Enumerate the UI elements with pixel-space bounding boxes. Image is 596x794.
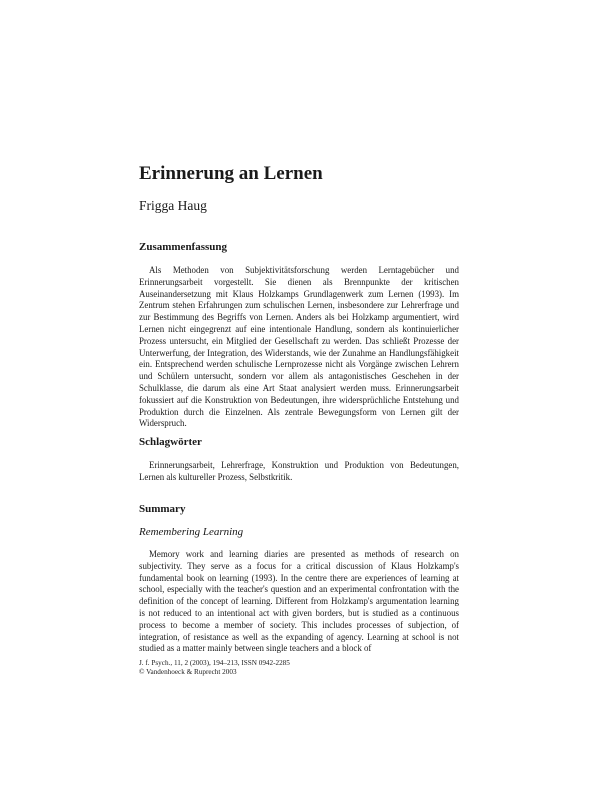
footer (139, 659, 290, 677)
summary-text: Memory work and learning diaries are presented as methods of research on subjectivity. They serve as a focus for a critical discussion of Klaus Holzkamp's fundamental book on learning (1993). In the centre there are experiences of learning at school, especially with the teacher's question and an experimental confrontation with the definition of the concept of learning. Different from Holzkamp's argumentation learning is not reduced to an intentional act with given borders, but is studied as a continuous process to become a member of society. This includes processes of subjection, of integration, of resistance as well as the expanding of agency. Learning at school is not studied as a matter mainly between single teachers and a block of (139, 549, 459, 654)
zusammenfassung-text: Als Methoden von Subjektivitätsforschung werden Lerntagebücher und Erinnerungsarbeit vorgestellt. Sie dienen als Brennpunkte der kritischen Auseinandersetzung mit Klaus Holzkamps Grundlagenwerk zum Lernen (1993). Im Zentrum stehen Erfahrungen zum schulischen Lernen, insbesondere zur Lehrerfrage und zur Bestimmung des Begriffs von Lernen. Anders als bei Holzkamp argumentiert, wird Lernen nicht eingegrenzt auf eine intentionale Handlung, sondern als kontinuierlicher Prozess untersucht, ein Mitglied der Gesellschaft zu werden. Das schließt Prozesse der Unterwerfung, der Integration, des Widerstands, wie der Zunahme an Handlungsfähigkeit ein. Entsprechend werden schulische Lernprozesse nicht als Vorgänge zwischen Lehrern und Schülern untersucht, sondern vor allem als antagonistisches Geschehen in der Schulklasse, die darum als eine Art Staat analysiert werden muss. Erinnerungsarbeit fokussiert auf die Konstruktion von Bedeutungen, ihre widersprüchliche Entstehung und Produktion durch die Einzelnen. Als zentrale Bewegungsform von Lernen gilt der Widerspruch. (139, 265, 459, 429)
journal-citation: J. f. Psych., 11, 2 (2003), 194–213, ISSN 0942-2285 (139, 659, 290, 667)
author-name: Frigga Haug (139, 198, 207, 213)
article-title: Erinnerung an Lernen (139, 163, 323, 184)
schlagwoerter-text: Erinnerungsarbeit, Lehrerfrage, Konstruktion und Produktion von Bedeutungen, Lernen als kultureller Prozess, Selbstkritik. (139, 460, 459, 482)
copyright-notice: © Vandenhoeck & Ruprecht 2003 (139, 668, 237, 677)
zusammenfassung-heading: Zusammenfassung (139, 241, 228, 253)
summary-subtitle: Remembering Learning (139, 526, 244, 538)
summary-heading: Summary (139, 503, 186, 515)
schlagwoerter-heading: Schlagwörter (139, 436, 202, 448)
